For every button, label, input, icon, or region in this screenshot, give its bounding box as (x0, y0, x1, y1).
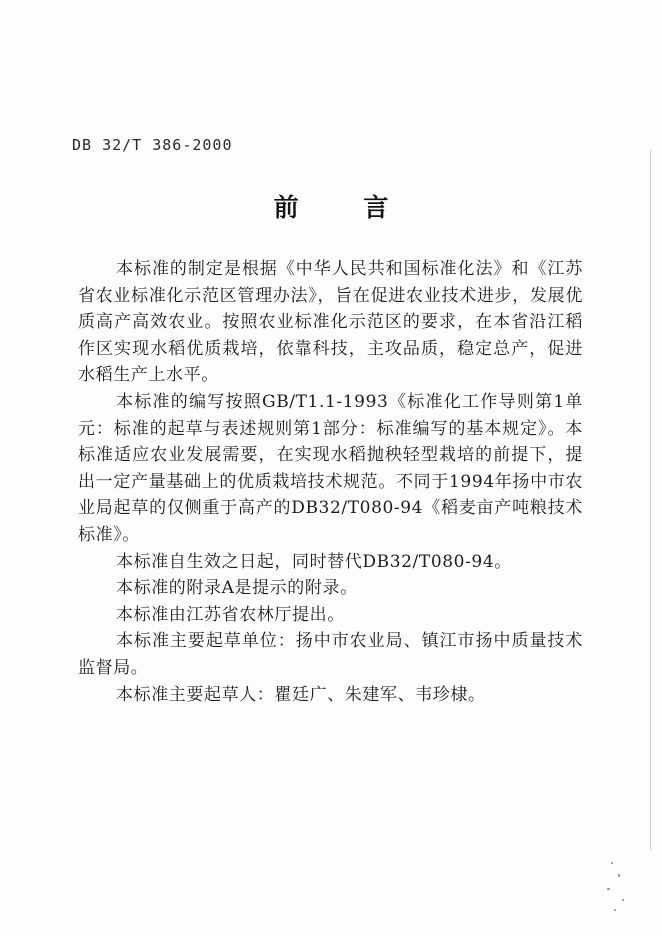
scan-edge-line (650, 150, 651, 850)
standard-code: DB 32/T 386-2000 (72, 136, 233, 154)
foreword-body (78, 256, 583, 708)
paragraph-drafting-rules: 本标准的编写按照GB/T1.1-1993《标准化工作导则第1单元：标准的起草与表述规则第1部分：标准编写的基本规定》。本标准适应农业发展需要，在实现水稻抛秧轻型栽培的前提下，提出一定产量基础上的优质栽培技术规范。不同于1994年扬中市农业局起草的仅侧重于高产的DB32/T080-94《稻麦亩产吨粮技术标准》。 (78, 391, 583, 545)
paragraph-basis: 本标准的制定是根据《中华人民共和国标准化法》和《江苏省农业标准化示范区管理办法》，旨在促进农业技术进步，发展优质高产高效农业。按照农业标准化示范区的要求，在本省沿江稻作区实现水稻优质栽培，依靠科技，主攻品质，稳定总产，促进水稻生产上水平。 (78, 259, 583, 386)
scan-speck (622, 899, 624, 901)
paragraph-drafting-units: 本标准主要起草单位：扬中市农业局、镇江市扬中质量技术监督局。 (78, 631, 583, 678)
paragraph-drafters: 本标准主要起草人：瞿廷广、朱建军、韦珍棣。 (116, 684, 486, 705)
paragraph-proposer: 本标准由江苏省农林厅提出。 (116, 604, 345, 625)
paragraph-appendix: 本标准的附录A是提示的附录。 (116, 578, 358, 599)
scan-speck (618, 874, 620, 877)
paragraph-replacement: 本标准自生效之日起，同时替代DB32/T080-94。 (116, 551, 512, 572)
scan-speck (614, 909, 616, 911)
scan-speck (607, 888, 610, 890)
page-title: 前 言 (273, 193, 417, 222)
scan-speck (611, 862, 613, 864)
